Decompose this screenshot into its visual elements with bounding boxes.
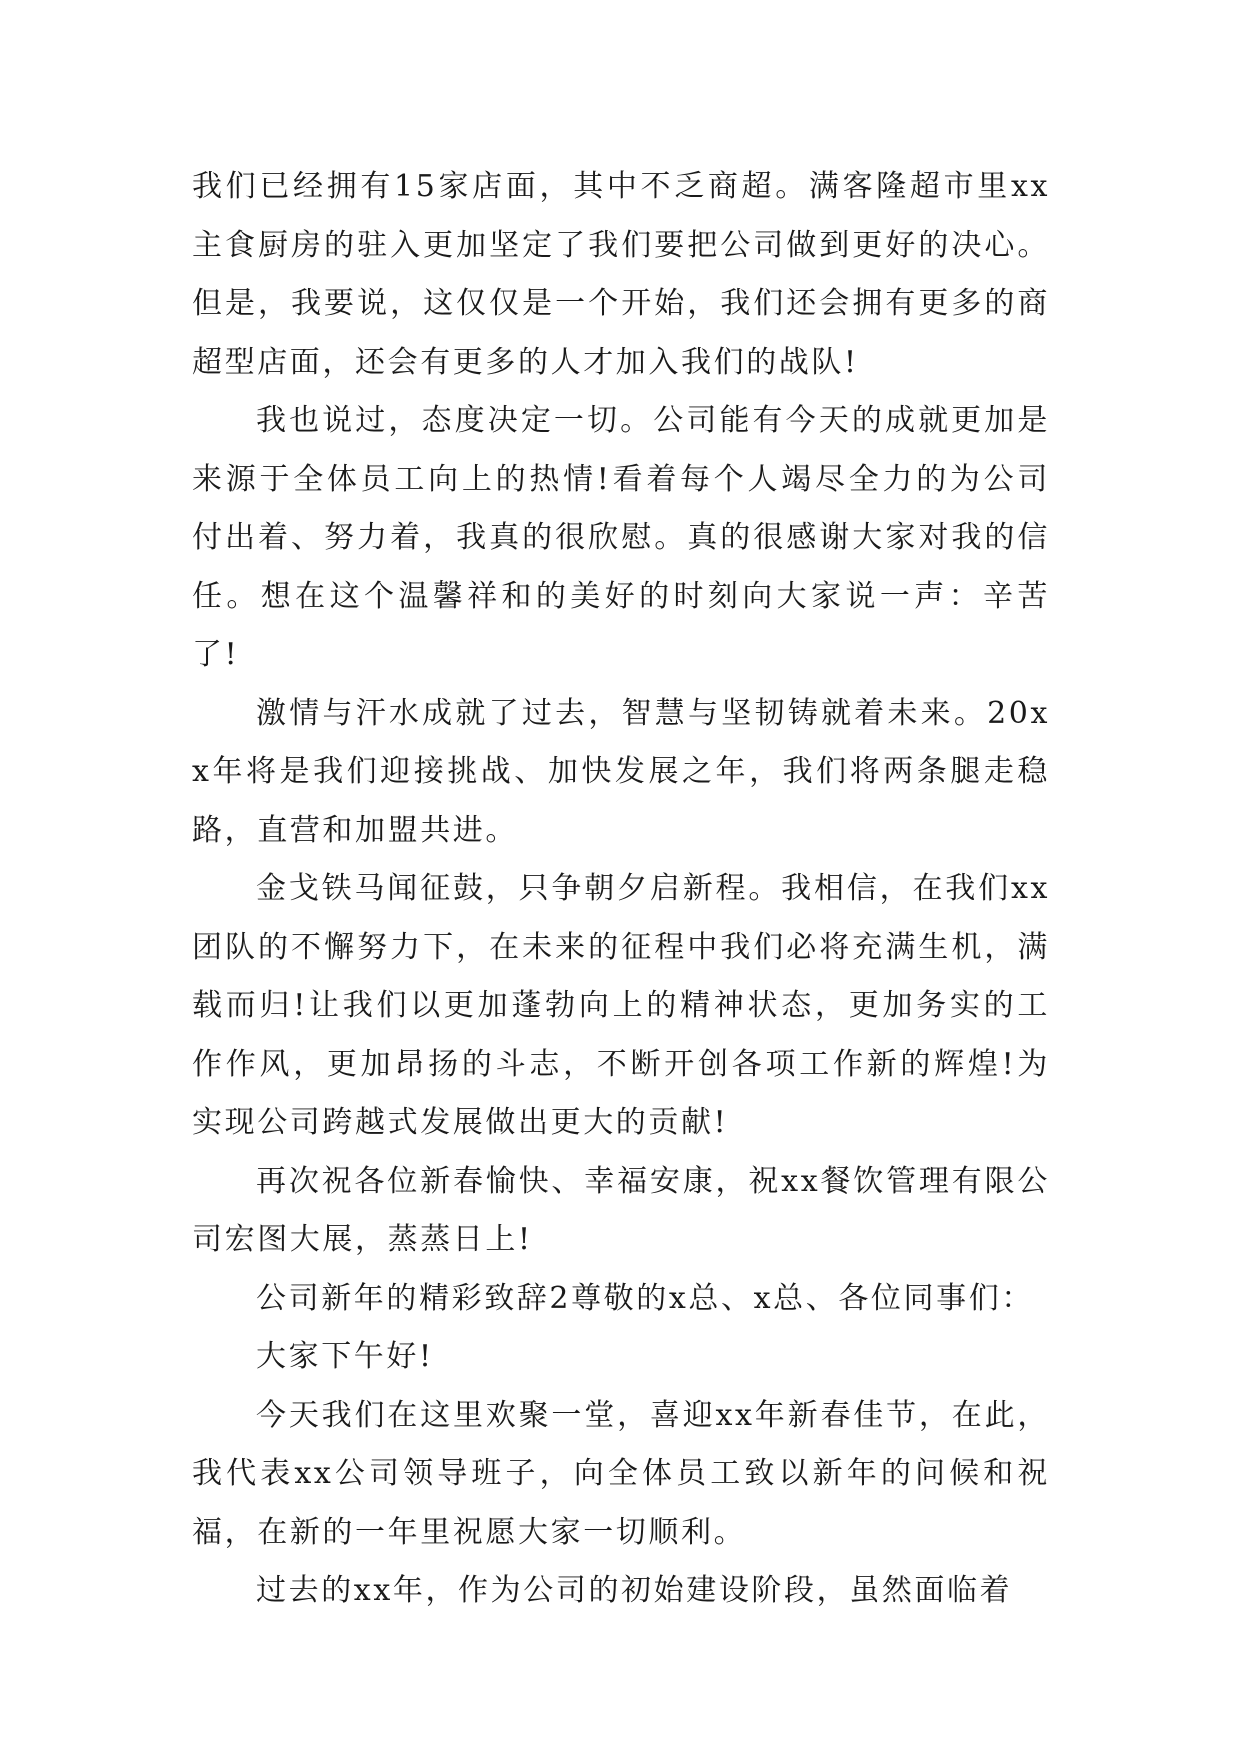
paragraph: 今天我们在这里欢聚一堂，喜迎xx年新春佳节，在此，我代表xx公司领导班子，向全体员工致以新年的问候和祝福，在新的一年里祝愿大家一切顺利。: [192, 1397, 1050, 1550]
body-text: [192, 158, 1050, 1621]
paragraph: 金戈铁马闻征鼓，只争朝夕启新程。我相信，在我们xx团队的不懈努力下，在未来的征程中我们必将充满生机，满载而归!让我们以更加蓬勃向上的精神状态，更加务实的工作作风，更加昂扬的斗志，不断开创各项工作新的辉煌!为实现公司跨越式发展做出更大的贡献!: [192, 871, 1050, 1140]
paragraph: 过去的xx年，作为公司的初始建设阶段，虽然面临着: [256, 1573, 1013, 1608]
paragraph: 激情与汗水成就了过去，智慧与坚韧铸就着未来。20xx年将是我们迎接挑战、加快发展之年，我们将两条腿走稳路，直营和加盟共进。: [192, 695, 1050, 848]
paragraph: 大家下午好!: [256, 1339, 434, 1374]
paragraph: 我们已经拥有15家店面，其中不乏商超。满客隆超市里xx主食厨房的驻入更加坚定了我们要把公司做到更好的决心。但是，我要说，这仅仅是一个开始，我们还会拥有更多的商超型店面，还会有更多的人才加入我们的战队!: [192, 169, 1050, 380]
paragraph: 公司新年的精彩致辞2尊敬的x总、x总、各位同事们：: [256, 1280, 1034, 1316]
paragraph: 再次祝各位新春愉快、幸福安康，祝xx餐饮管理有限公司宏图大展，蒸蒸日上!: [192, 1163, 1050, 1257]
paragraph: 我也说过，态度决定一切。公司能有今天的成就更加是来源于全体员工向上的热情!看着每个人竭尽全力的为公司付出着、努力着，我真的很欣慰。真的很感谢大家对我的信任。想在这个温馨祥和的美好的时刻向大家说一声：辛苦了!: [192, 403, 1050, 672]
